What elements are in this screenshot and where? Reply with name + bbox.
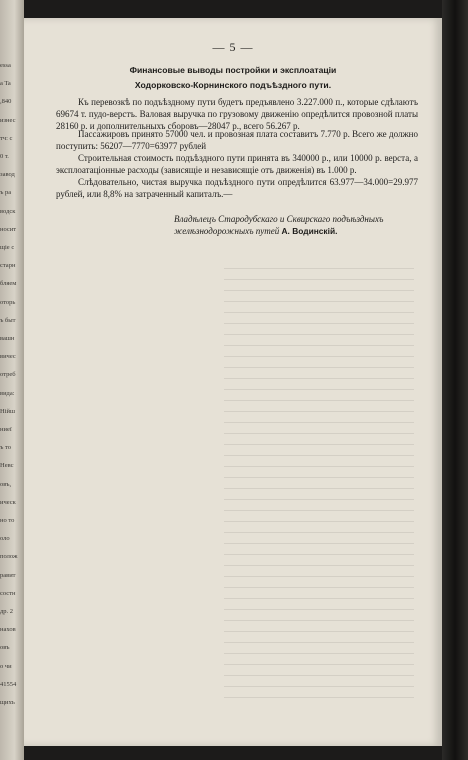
left-page-fragment: старн xyxy=(0,262,16,270)
section-title: Финансовые выводы постройки и эксплоатаціи xyxy=(129,65,337,75)
left-page-fragment: щіе с xyxy=(0,244,15,251)
left-page-fragment: Нійш xyxy=(0,407,15,415)
left-page-fragment: оторь xyxy=(0,298,16,306)
page-number: — 5 — xyxy=(212,40,254,54)
left-page-fragment: изнес xyxy=(0,116,16,124)
left-page-fragment: оло xyxy=(0,535,10,543)
left-page-fragment: др. 2 xyxy=(0,608,14,615)
left-page-fragment: a Ta xyxy=(0,80,11,88)
document-page xyxy=(24,18,442,746)
left-page-fragment: ъ то xyxy=(0,444,11,452)
left-page-fragment: 0 т. xyxy=(0,153,9,160)
paragraph-net-revenue: Слѣдовательно, чистая выручка подъѣздного пути опредѣлится 63.977—34.000=29.977 рублей, или 8,8% на затраченный капиталъ.— xyxy=(56,177,418,199)
left-page-fragment: ъ ра xyxy=(0,189,12,197)
scan-ruler xyxy=(442,0,468,760)
section-subtitle: Ходорковско-Корнинского подъѣздного пути. xyxy=(134,80,332,90)
paragraph-freight: Къ перевозкѣ по подъѣздному пути будетъ предъявлено 3.227.000 п., которые сдѣлаютъ 69674 т. пудо-верстъ. Валовая выручка по грузовому движенію опредѣлится провозной платы 28160 р. и дополнительныхъ сборовъ—28047 р., всего 56.267 р. xyxy=(56,97,418,131)
left-page-fragment: вичес xyxy=(0,353,16,361)
left-page-fragment: состн xyxy=(0,589,16,597)
left-page-fragment: овъ xyxy=(0,644,10,652)
left-page-fragment: равит xyxy=(0,571,16,579)
left-page-fragment: водск xyxy=(0,207,16,215)
signature-title: Владѣлецъ Стародубскаго и Сквирскаго подъѣздныхъ желѣзнодорожныхъ путей xyxy=(174,214,384,236)
left-page-fragment: носит xyxy=(0,225,17,233)
left-page-fragment: ъ быт xyxy=(0,316,16,324)
paragraph-passengers: Пассажировъ принято 57000 чел. и провозная плата составитъ 7.770 р. Всего же должно поступить: 56207—7770=63977 рублей xyxy=(56,129,418,151)
left-page-fragment: ,840 xyxy=(0,98,12,106)
left-page-fragment: вида: xyxy=(0,389,15,397)
left-page-edge xyxy=(0,0,24,760)
left-page-fragment: Невс xyxy=(0,462,14,470)
left-page-fragment: ическ xyxy=(0,498,16,506)
left-page-fragment: щихъ xyxy=(0,699,15,706)
bleed-through-text xyxy=(224,268,414,728)
left-page-fragment: овъ, xyxy=(0,480,12,488)
left-page-fragment: тч: с xyxy=(0,134,13,142)
left-page-fragment: нахов xyxy=(0,626,16,634)
left-page-fragment: essa xyxy=(0,62,11,69)
left-page-fragment: о чи xyxy=(0,662,12,670)
left-page-fragment: 41554 xyxy=(0,680,17,688)
left-page-fragment: бляем xyxy=(0,280,17,288)
left-page-fragment: но то xyxy=(0,517,15,524)
left-page-fragment: ниеї xyxy=(0,426,12,433)
signature-block xyxy=(174,213,419,237)
left-page-fragment: завод xyxy=(0,171,15,179)
left-page-fragment: отреб xyxy=(0,371,16,379)
left-page-fragment: полож xyxy=(0,553,18,561)
left-page-fragment: вашн xyxy=(0,335,15,342)
signature-name: А. Водинскій. xyxy=(281,226,338,236)
paragraph-construction-cost: Строительная стоимость подъѣздного пути принята въ 340000 р., или 10000 р. верста, а эксплоатаціонные расходы (зависящіе и независящіе отъ движенія) въ 1.000 р. xyxy=(56,153,418,175)
